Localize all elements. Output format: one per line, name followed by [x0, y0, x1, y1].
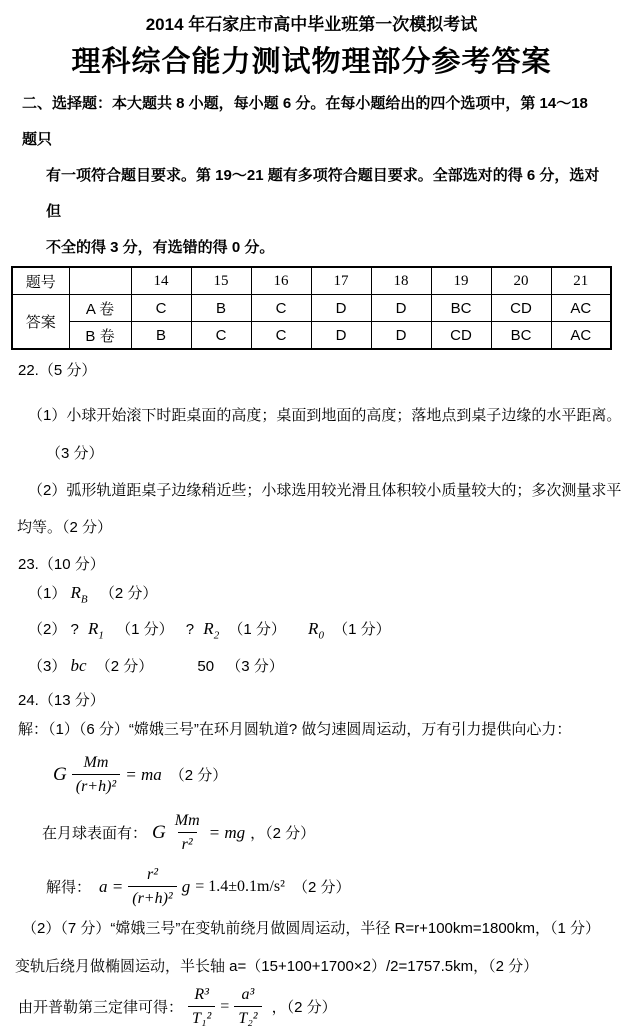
fraction-denominator: r²: [178, 832, 197, 856]
answer-cell-a: B: [191, 295, 251, 322]
question-number-header: 题号: [12, 267, 69, 295]
table-row-question-numbers: [12, 267, 611, 295]
formula-acceleration-result: [46, 864, 623, 910]
question-23-item1: [28, 582, 623, 610]
answer-cell-a: D: [371, 295, 431, 322]
fraction-Mm-over-r2: [171, 810, 204, 856]
formula2-score: ，（2 分）: [250, 825, 316, 843]
answer-cell-b: BC: [491, 322, 551, 350]
item3-score2: （3 分）: [226, 657, 284, 675]
subscript-1: 1: [98, 629, 104, 642]
paper-a-label: A 卷: [69, 295, 131, 322]
formula-kepler-third-law: [18, 984, 623, 1030]
formula2-rhs: = mg: [208, 822, 246, 842]
question-24-heading: 24.（13 分）: [18, 691, 105, 709]
equals-sign: =: [220, 997, 230, 1015]
fraction-R3-over-T12: [188, 984, 215, 1030]
kepler-score: ，（2 分）: [271, 999, 337, 1017]
exam-title: 2014 年石家庄市高中毕业班第一次模拟考试: [145, 15, 478, 34]
symbol-R: R: [88, 619, 99, 639]
answer-cell-a: AC: [551, 295, 611, 322]
question-22-heading: 22.（5 分）: [18, 362, 97, 379]
question-22-part1-score: （3 分）: [46, 445, 104, 462]
fraction-numerator: r²: [146, 865, 158, 883]
answer-cell-a: D: [311, 295, 371, 322]
question-24-part2-line2: 变轨后绕月做椭圆运动，半长轴 a=（15+100+1700×2）/2=1757.5km，（2 分）: [15, 957, 539, 975]
instructions-line-3: 不全的得 3 分，有选错的得 0 分。: [46, 239, 275, 256]
question-23-item3: [28, 655, 623, 677]
paper-b-label: B 卷: [69, 322, 131, 350]
fraction-denominator: (r+h)²: [128, 886, 176, 910]
item3-value: 50: [197, 657, 215, 675]
symbol-R-B: [70, 583, 88, 606]
fraction-numerator: R³: [194, 985, 209, 1003]
answer-table-wrapper: [11, 266, 612, 350]
multiple-choice-instructions: [22, 86, 607, 266]
fraction-a3-over-T22: [234, 984, 261, 1030]
formula3-score: （2 分）: [292, 879, 351, 897]
question-number-cell: 19: [431, 267, 491, 295]
question-number-cell: 17: [311, 267, 371, 295]
question-23-item2: [28, 618, 623, 646]
question-number-cell: 15: [191, 267, 251, 295]
item2-label: （2）: [28, 621, 67, 639]
item3-score1: （2 分）: [95, 657, 154, 675]
question-24-solution-intro: 解：（1）（6 分）“嫦娥三号”在环月圆轨道? 做匀速圆周运动，万有引力提供向心力：: [18, 720, 572, 738]
formula1-score: （2 分）: [169, 767, 228, 785]
fraction-denominator: T₂²: [234, 1006, 261, 1030]
answer-cell-b: CD: [431, 322, 491, 350]
answer-cell-b: C: [251, 322, 311, 350]
answer-cell-a: BC: [431, 295, 491, 322]
answer-cell-a: C: [131, 295, 191, 322]
question-24-part2-line1: （2）（7 分）“嫦娥三号”在变轨前绕月做圆周运动，半径 R=r+100km=1800km，（1 分）: [22, 919, 601, 937]
formula-gravity-orbit: [53, 752, 623, 798]
question-22-part1: （1）小球开始滚下时距桌面的高度；桌面到地面的高度；落地点到桌子边缘的水平距离。: [28, 407, 622, 424]
answer-cell-b: D: [371, 322, 431, 350]
item2-score0: （1 分）: [333, 621, 391, 639]
answer-table: [11, 266, 612, 350]
item2-mark1: ?: [70, 621, 79, 639]
answer-cell-b: AC: [551, 322, 611, 350]
formula3-lhs: a =: [99, 876, 124, 896]
answer-cell-b: D: [311, 322, 371, 350]
table-row-paper-b: [12, 322, 611, 350]
fraction-numerator: Mm: [174, 811, 200, 829]
question-number-cell: 14: [131, 267, 191, 295]
item2-score2: （1 分）: [228, 621, 286, 639]
fraction-denominator: T₁²: [188, 1006, 215, 1030]
fraction-Mm-over-rh2: [72, 752, 120, 798]
instructions-line-2: 有一项符合题目要求。第 19～21 题有多项符合题目要求。全部选对的得 6 分，选对但: [46, 167, 600, 220]
subscript-2: 2: [213, 629, 220, 642]
fraction-denominator: (r+h)²: [72, 774, 120, 798]
subscript-B: B: [80, 593, 88, 606]
formula3-lead-text: 解得：: [46, 879, 92, 897]
answer-cell-b: B: [131, 322, 191, 350]
formula-moon-surface: [42, 810, 623, 856]
question-22-part2-line1: （2）弧形轨道距桌子边缘稍近些；小球选用较光滑且体积较小质量较大的；多次测量求平: [28, 482, 622, 499]
answer-cell-a: CD: [491, 295, 551, 322]
symbol-R: R: [308, 619, 319, 639]
question-number-cell: 20: [491, 267, 551, 295]
item1-label: （1）: [28, 585, 67, 602]
symbol-R-0: [308, 619, 324, 642]
symbol-R-1: [88, 619, 104, 642]
item3-label: （3）: [28, 657, 67, 675]
symbol-G: G: [53, 763, 67, 785]
symbol-bc: bc: [70, 655, 87, 675]
answer-cell-a: C: [251, 295, 311, 322]
item1-score: （2 分）: [99, 585, 158, 602]
question-22-part2-line2: 均等。（2 分）: [17, 519, 113, 536]
page-title: 理科综合能力测试物理部分参考答案: [71, 46, 552, 78]
symbol-R-2: [203, 619, 220, 642]
fraction-numerator: a³: [241, 985, 255, 1003]
symbol-R: R: [203, 619, 214, 639]
fraction-r2-over-rh2: [128, 864, 176, 910]
symbol-G: G: [152, 821, 166, 843]
symbol-g: g: [181, 876, 191, 896]
answers-header: 答案: [12, 295, 69, 350]
table-row-paper-a: [12, 295, 611, 322]
subscript-0: 0: [318, 629, 324, 642]
answer-cell-b: C: [191, 322, 251, 350]
formula3-result: = 1.4±0.1m/s²: [195, 877, 285, 895]
formula2-lead-text: 在月球表面有：: [42, 825, 148, 843]
question-number-cell: 18: [371, 267, 431, 295]
item2-score1: （1 分）: [116, 621, 174, 639]
item2-mark2: ?: [185, 621, 195, 639]
question-23-heading: 23.（10 分）: [18, 556, 105, 573]
fraction-numerator: Mm: [83, 753, 109, 771]
formula1-rhs: = ma: [125, 764, 162, 784]
question-number-cell: 21: [551, 267, 611, 295]
kepler-lead-text: 由开普勒第三定律可得：: [18, 999, 184, 1017]
instructions-line-1: 二、选择题：本大题共 8 小题，每小题 6 分。在每小题给出的四个选项中，第 14～18 题只: [22, 95, 588, 148]
question-number-cell: 16: [251, 267, 311, 295]
symbol-R: R: [70, 583, 81, 602]
empty-cell: [69, 267, 131, 295]
